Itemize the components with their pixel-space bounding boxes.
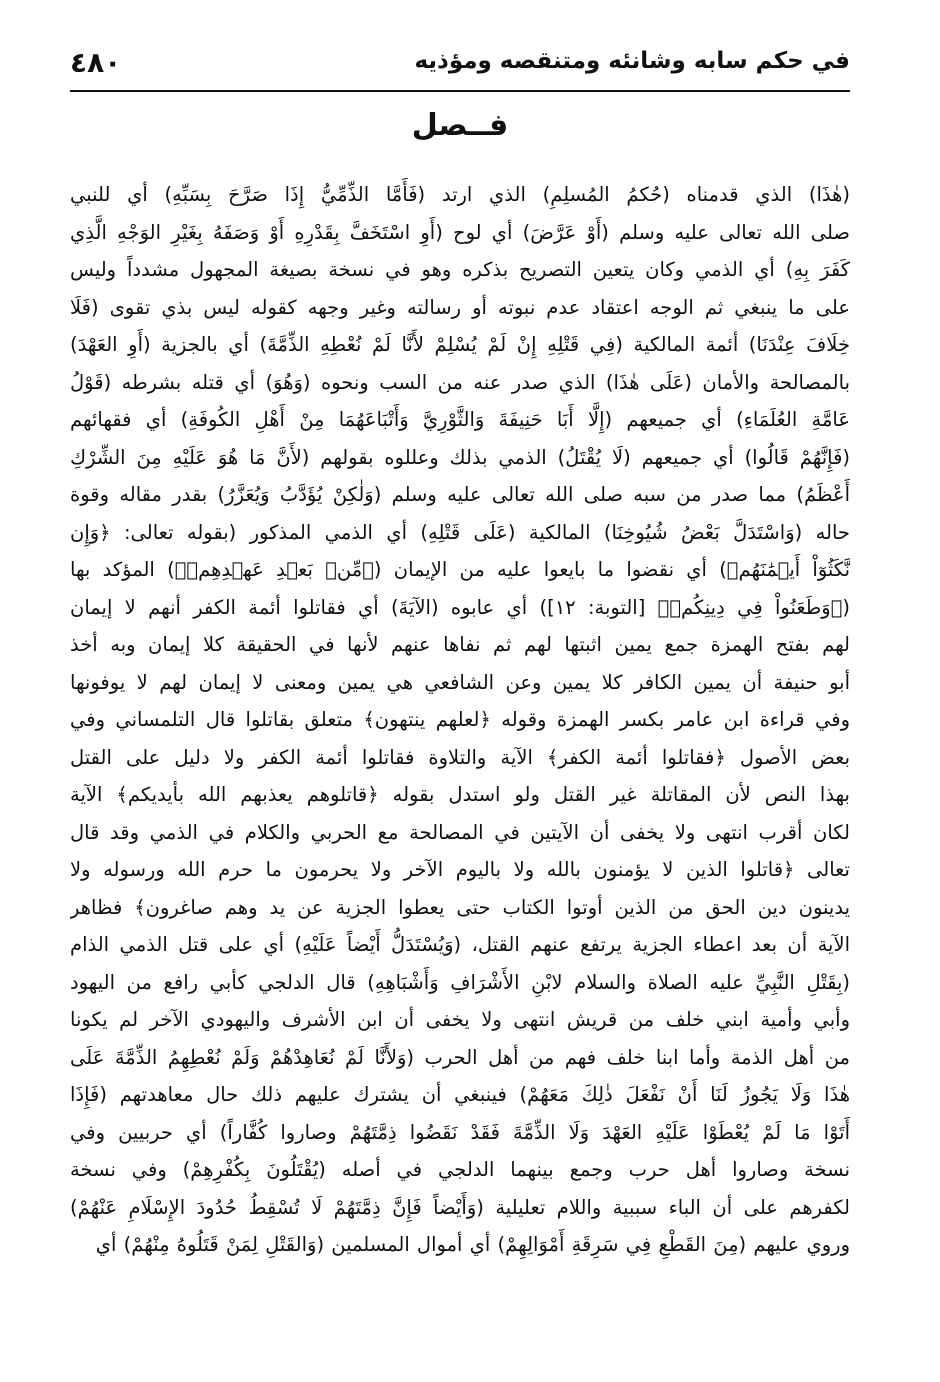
running-title: في حكم سابه وشانئه ومتنقصه ومؤذيه	[414, 48, 850, 74]
page-number: ٤٨٠	[70, 46, 122, 79]
text-line: تعالى ﴿قاتلوا الذين لا يؤمنون بالله ولا باليوم الآخر ولا يحرمون ما حرم الله ورسوله ولا	[70, 858, 850, 881]
text-line: بالمصالحة والأمان (عَلَى هٰذَا) الذي صدر عنه من السب ونحوه (وَهُوَ) أي قتله بشرطه (قَوْلُ	[70, 370, 850, 394]
text-line: لكفرهم على أن الباء سببية واللام تعليلية (وَأَيْضاً فَإِنَّ ذِمَّتَهُمْ لَا تُسْقِطُ حُدُودَ الإِسْلَامِ عَنْهُمْ)	[70, 1195, 850, 1219]
text-line: نسخة وصاروا أهل حرب وجمع بينهما الدلجي في أصله (يُقْتَلُونَ بِكُفْرِهِمْ) وفي نسخة	[70, 1158, 850, 1181]
text-line: هٰذَا وَلَا يَجُوزُ لَنَا أَنْ نَفْعَلَ ذٰلِكَ مَعَهُمْ) فينبغي أن يشترك عليهم ذلك حال معاهدتهم (فَإِذَا	[70, 1083, 850, 1106]
text-line: كَفَرَ بِهِ) أي الذمي وكان يتعين التصريح بذكره وهو في نسخة بصيغة المجهول مشدداً وليس	[70, 258, 850, 281]
text-line: (فَإِنَّهُمْ قَالُوا) أي جميعهم (لَا يُقْتَلُ) الذمي بذلك وعللوه بقولهم (لأَنَّ مَا هُوَ عَلَيْهِ مِنَ الشِّرْكِ	[70, 445, 850, 469]
text-line: أَعْظَمُ) مما صدر من سبه صلى الله تعالى عليه وسلم (وَلٰكِنْ يُؤَدَّبُ وَيُعَزَّرُ) بقدر مقاله وقوة	[70, 483, 850, 506]
body-text	[70, 176, 850, 1264]
text-line: نَّكَثُوٓاْ أَيۡمَٰنَهُم﴾) أي نقضوا ما بايعوا عليه من الإيمان (﴿مِّنۢ بَعۡدِ عَهۡدِهِمۡ﴾) المؤكد بها	[70, 558, 850, 581]
text-line: وروي عليهم (مِنَ القَطْعِ فِي سَرِقَةِ أَمْوَالِهِمْ) أي أموال المسلمين (وَالقَتْلِ لِمَنْ قَتَلُوهُ مِنْهُمْ) أي	[95, 1233, 850, 1256]
text-line: (﴿وَطَعَنُواْ فِي دِينِكُمۡ﴾ [التوبة: ١٢]) أي عابوه (الآيَةَ) أي فقاتلوا أئمة الكفر أنهم لا إيمان	[70, 595, 850, 619]
text-line: على ما ينبغي ثم الوجه اعتقاد عدم نبوته أو رسالته وغير وجهه كقوله ليس بذي تقوى (فَلَا	[70, 295, 850, 319]
page-header	[70, 40, 850, 92]
text-line: الآية أن بعد اعطاء الجزية يرتفع عنهم القتل، (وَيُسْتَدَلُّ أَيْضاً عَلَيْهِ) أي على قتل الذمي الذام	[70, 933, 850, 956]
text-line: أبو حنيفة أن يمين الكافر كلا يمين وعن الشافعي هي يمين ومعنى لا إيمان لهم لا يوفونها	[70, 670, 850, 694]
text-line: من أهل الذمة وأما ابنا خلف فهم من أهل الحرب (وَلأَنَّا لَمْ نُعَاهِدْهُمْ وَلَمْ نُعْطِهِمُ الذِّمَّةَ عَلَى	[70, 1045, 850, 1069]
text-line: لهم بفتح الهمزة جمع يمين اثبتها لهم ثم نفاها عنهم لأنها في الحقيقة كلا إيمان وبه أخذ	[70, 633, 850, 656]
text-line: لكان أقرب انتهى ولا يخفى أن الآيتين في المصالحة مع الحربي والكلام في الذمي وقد قال	[70, 820, 850, 844]
text-line: أَتَوْا مَا لَمْ يُعْطَوْا عَلَيْهِ العَهْدَ وَلَا الذِّمَّةَ فَقَدْ نَقَضُوا ذِمَّتَهُمْ وصاروا كُفَّاراً) أي حربيين وفي	[70, 1120, 850, 1144]
text-line: صلى الله تعالى عليه وسلم (أَوْ عَرَّضَ) أي لوح (أَوِ اسْتَخَفَّ بِقَدْرِهِ أَوْ وَصَفَهُ بِغَيْرِ الوَجْهِ الَّذِي	[70, 220, 850, 244]
text-line: حاله (وَاسْتَدَلَّ بَعْضُ شُيُوخِنَا) المالكية (عَلَى قَتْلِهِ) أي الذمي المذكور (بقوله تعالى: ﴿وَإِن	[70, 520, 850, 544]
section-title: فــصل	[411, 108, 509, 143]
text-line: عَامَّةِ العُلَمَاءِ) أي جميعهم (إِلَّا أَبَا حَنِيفَةَ وَالثَّوْرِيَّ وَأَتْبَاعَهُمَا مِنْ أَهْلِ الكُوفَةِ) أي فقهائهم	[70, 408, 850, 431]
text-line: يدينون دين الحق من الذين أوتوا الكتاب حتى يعطوا الجزية عن يد وهم صاغرون﴾ فظاهر	[70, 895, 850, 919]
text-line: وأبي وأمية ابني خلف من قريش انتهى ولا يخفى أن ابن الأشرف واليهودي الآخر لم يكونا	[70, 1008, 850, 1031]
text-line: وفي قراءة ابن عامر بكسر الهمزة وقوله ﴿لعلهم ينتهون﴾ متعلق بقاتلوا قال التلمساني وفي	[70, 708, 850, 731]
text-line: (هٰذَا) الذي قدمناه (حُكمُ المُسلِمِ) الذي ارتد (فَأَمَّا الذِّمِّيُّ إِذَا صَرَّحَ بِسَبِّهِ) أي للنبي	[70, 183, 850, 206]
text-line: بهذا النص لأن المقاتلة غير القتل ولو استدل بقوله ﴿قاتلوهم يعذبهم الله بأيديكم﴾ الآية	[70, 783, 850, 806]
text-line: بعض الأصول ﴿فقاتلوا أئمة الكفر﴾ الآية والتلاوة فقاتلوا أئمة الكفر ولا دليل على القتل	[70, 745, 850, 769]
text-line: خِلَافَ عِنْدَنَا) أئمة المالكية (فِي قَتْلِهِ إِنْ لَمْ يُسْلِمْ لأَنَّا لَمْ نُعْطِهِ الذِّمَّةَ) أي بالجزية (أَوِ العَهْدَ)	[70, 333, 850, 356]
text-line: (بِقَتْلِ النَّبِيِّ عليه الصلاة والسلام لابْنِ الأَشْرَافِ وَأَشْبَاهِهِ) قال الدلجي كأبي رافع من اليهود	[70, 970, 850, 994]
